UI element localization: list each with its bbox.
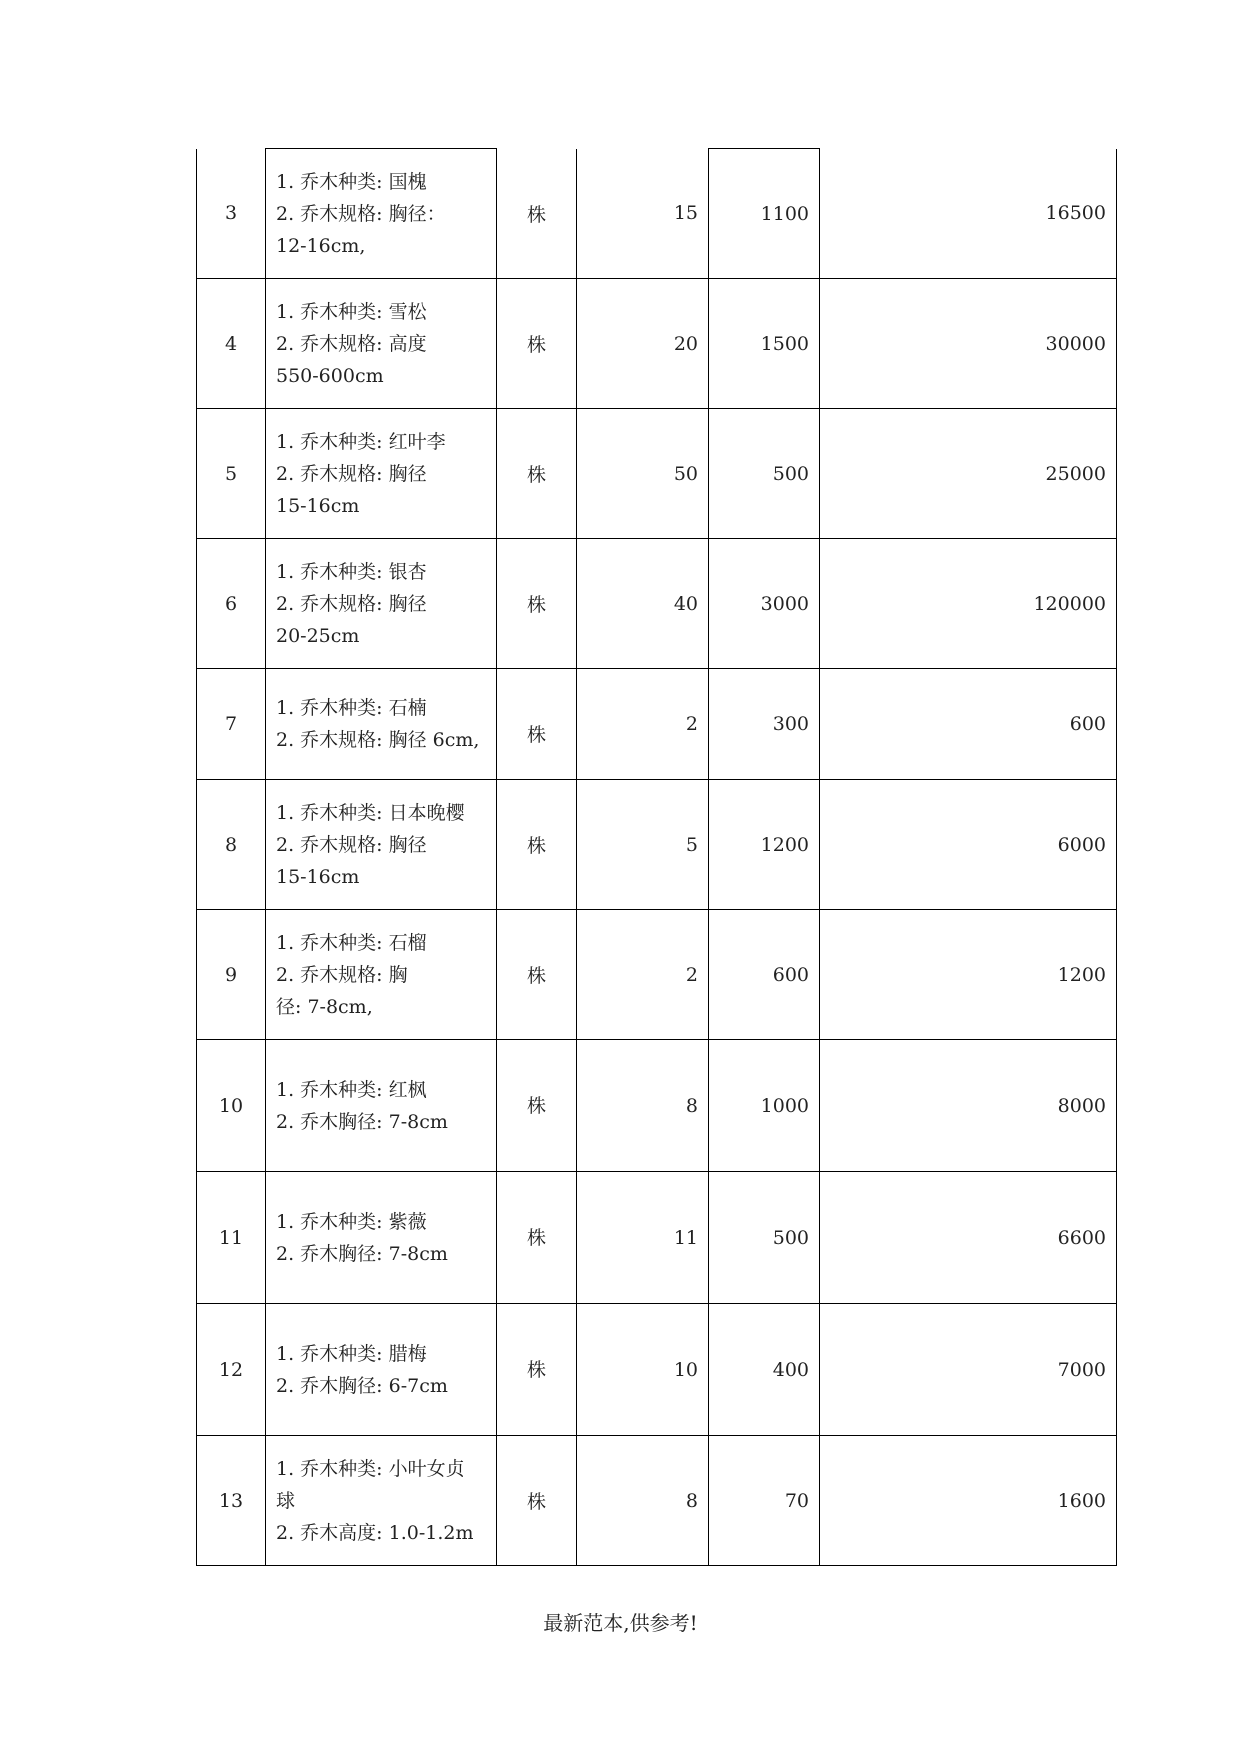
table-row (197, 1172, 1117, 1304)
footer-note: 最新范本,供参考! (543, 1611, 698, 1635)
description-line: 1. 乔木种类: 红枫 (276, 1078, 427, 1101)
description-line: 2. 乔木胸径: 6-7cm (276, 1374, 448, 1397)
total-price-cell: 8000 (820, 1040, 1117, 1172)
description-cell (266, 780, 497, 910)
total-price-cell: 7000 (820, 1304, 1117, 1436)
description-cell (266, 669, 497, 780)
description-line: 2. 乔木规格: 高度 (276, 332, 427, 355)
quantity-cell: 8 (577, 1436, 709, 1566)
description-line: 2. 乔木规格: 胸径 (276, 833, 427, 856)
quantity-cell: 50 (577, 409, 709, 539)
unit-price-cell: 1500 (709, 279, 820, 409)
description-line: 20-25cm (276, 624, 360, 647)
description-line: 2. 乔木规格: 胸径 6cm, (276, 729, 480, 751)
unit-cell: 株 (497, 669, 577, 780)
table-row (197, 539, 1117, 669)
table-row (197, 149, 1117, 279)
row-number-cell: 5 (197, 409, 266, 539)
unit-cell: 株 (497, 1436, 577, 1566)
unit-cell: 株 (497, 149, 577, 279)
row-number-cell: 11 (197, 1172, 266, 1304)
row-number-cell: 9 (197, 910, 266, 1040)
description-line: 15-16cm (276, 865, 360, 888)
description-line: 1. 乔木种类: 国槐 (276, 170, 427, 193)
unit-price-cell: 300 (709, 669, 820, 780)
description-line: 550-600cm (276, 364, 384, 387)
description-line: 2. 乔木规格: 胸径 (276, 462, 427, 485)
table-row (197, 1304, 1117, 1436)
unit-price-cell: 500 (709, 1172, 820, 1304)
description-line: 2. 乔木规格: 胸径 (276, 592, 427, 615)
unit-price-cell: 400 (709, 1304, 820, 1436)
total-price-cell: 6600 (820, 1172, 1117, 1304)
description-line: 1. 乔木种类: 石楠 (276, 697, 427, 719)
unit-price-cell: 3000 (709, 539, 820, 669)
row-number-cell: 7 (197, 669, 266, 780)
quantity-cell: 15 (577, 149, 709, 279)
price-table-body (197, 149, 1117, 1566)
row-number-cell: 10 (197, 1040, 266, 1172)
description-line: 12-16cm, (276, 234, 366, 257)
total-price-cell: 1600 (820, 1436, 1117, 1566)
unit-price-cell: 1200 (709, 780, 820, 910)
unit-price-cell: 1000 (709, 1040, 820, 1172)
table-row (197, 669, 1117, 780)
unit-cell: 株 (497, 409, 577, 539)
description-line: 1. 乔木种类: 日本晚樱 (276, 801, 465, 824)
total-price-cell: 25000 (820, 409, 1117, 539)
description-cell (266, 1040, 497, 1172)
unit-cell: 株 (497, 279, 577, 409)
quantity-cell: 10 (577, 1304, 709, 1436)
description-cell (266, 409, 497, 539)
unit-cell: 株 (497, 780, 577, 910)
quantity-cell: 40 (577, 539, 709, 669)
total-price-cell: 600 (820, 669, 1117, 780)
total-price-cell: 30000 (820, 279, 1117, 409)
row-number-cell: 3 (197, 149, 266, 279)
description-line: 1. 乔木种类: 石榴 (276, 931, 427, 954)
table-row (197, 910, 1117, 1040)
description-line: 1. 乔木种类: 银杏 (276, 560, 427, 583)
unit-cell: 株 (497, 910, 577, 1040)
description-line: 2. 乔木规格: 胸 (276, 963, 408, 986)
unit-price-cell: 70 (709, 1436, 820, 1566)
description-line: 1. 乔木种类: 小叶女贞 (276, 1457, 465, 1480)
row-number-cell: 6 (197, 539, 266, 669)
unit-price-cell: 600 (709, 910, 820, 1040)
total-price-cell: 120000 (820, 539, 1117, 669)
table-row (197, 1436, 1117, 1566)
total-price-cell: 6000 (820, 780, 1117, 910)
unit-price-cell: 1100 (709, 149, 820, 279)
description-line: 径: 7-8cm, (276, 995, 373, 1018)
unit-cell: 株 (497, 539, 577, 669)
row-number-cell: 8 (197, 780, 266, 910)
unit-cell: 株 (497, 1304, 577, 1436)
row-number-cell: 4 (197, 279, 266, 409)
description-line: 2. 乔木胸径: 7-8cm (276, 1110, 448, 1133)
table-row (197, 279, 1117, 409)
description-cell (266, 1436, 497, 1566)
unit-cell: 株 (497, 1040, 577, 1172)
table-row (197, 1040, 1117, 1172)
price-table-container (196, 148, 1116, 1566)
quantity-cell: 20 (577, 279, 709, 409)
quantity-cell: 8 (577, 1040, 709, 1172)
description-line: 1. 乔木种类: 红叶李 (276, 430, 446, 453)
total-price-cell: 16500 (820, 149, 1117, 279)
row-number-cell: 13 (197, 1436, 266, 1566)
description-cell (266, 279, 497, 409)
description-cell (266, 539, 497, 669)
table-row (197, 409, 1117, 539)
quantity-cell: 11 (577, 1172, 709, 1304)
quantity-cell: 2 (577, 910, 709, 1040)
description-line: 1. 乔木种类: 雪松 (276, 300, 427, 323)
description-line: 2. 乔木高度: 1.0-1.2m (276, 1521, 474, 1544)
description-line: 2. 乔木规格: 胸径： (276, 202, 446, 225)
quantity-cell: 5 (577, 780, 709, 910)
description-line: 1. 乔木种类: 腊梅 (276, 1342, 427, 1365)
description-cell (266, 149, 497, 279)
description-line: 球 (276, 1489, 296, 1512)
quantity-cell: 2 (577, 669, 709, 780)
table-row (197, 780, 1117, 910)
description-line: 1. 乔木种类: 紫薇 (276, 1210, 427, 1233)
total-price-cell: 1200 (820, 910, 1117, 1040)
description-cell (266, 910, 497, 1040)
unit-cell: 株 (497, 1172, 577, 1304)
row-number-cell: 12 (197, 1304, 266, 1436)
description-cell (266, 1304, 497, 1436)
price-table (196, 148, 1117, 1566)
unit-price-cell: 500 (709, 409, 820, 539)
description-cell (266, 1172, 497, 1304)
description-line: 15-16cm (276, 494, 360, 517)
description-line: 2. 乔木胸径: 7-8cm (276, 1242, 448, 1265)
